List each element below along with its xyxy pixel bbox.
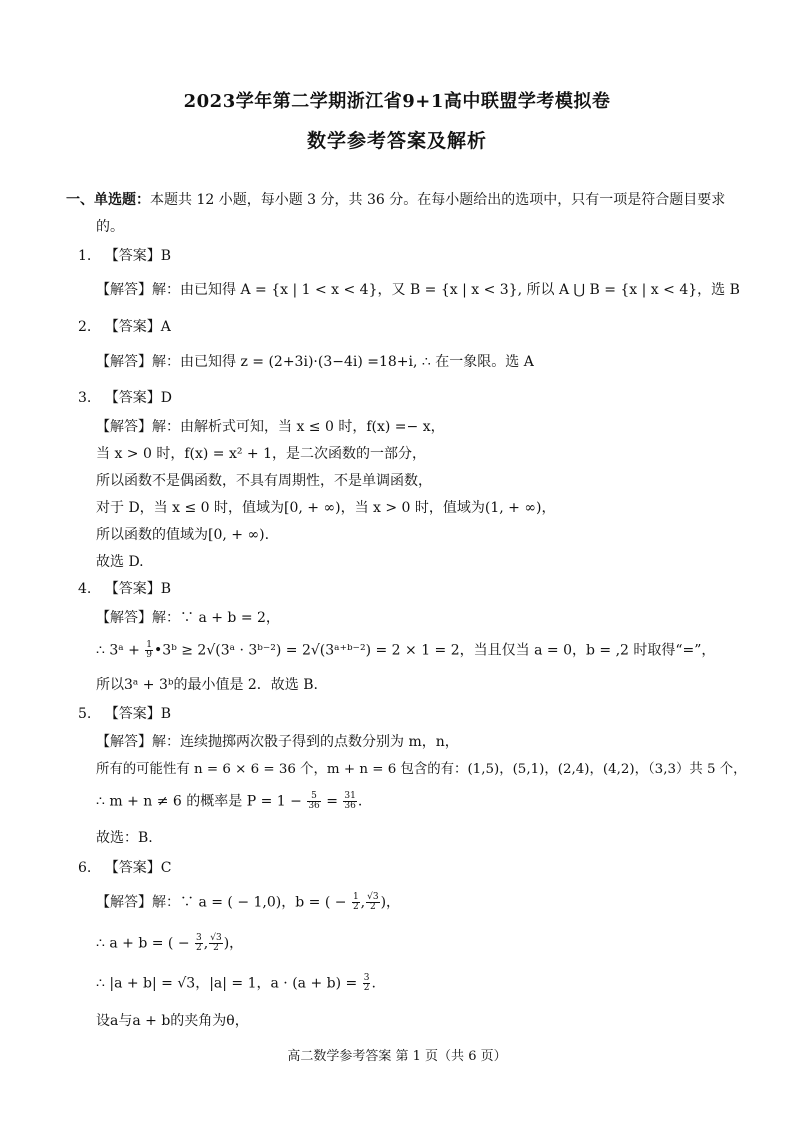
- q1-answer: 【答案】B: [104, 248, 172, 264]
- fraction-numerator: 3: [196, 933, 202, 943]
- q3-answer: 【答案】D: [104, 390, 172, 406]
- q5-answer: 【答案】B: [104, 706, 172, 722]
- fraction: [307, 792, 320, 811]
- q4-answer-row: [78, 580, 171, 598]
- q5-probability-line: [96, 792, 362, 811]
- q3-solution-line: 当 x > 0 时，f(x) = x² + 1，是二次函数的一部分，: [96, 446, 427, 462]
- fraction-denominator: 36: [344, 801, 356, 811]
- fraction-numerator: 3: [363, 973, 370, 983]
- q1-number: 1.: [78, 248, 92, 264]
- q6-formula-part: 【解答】解：∵ a = ( − 1,0)，b = ( −: [96, 894, 351, 911]
- q4-inequality-line: [96, 641, 715, 660]
- q5-solution-line: 【解答】解：连续抛掷两次骰子得到的点数分别为 m，n，: [96, 734, 459, 750]
- page-subtitle: 数学参考答案及解析: [306, 130, 487, 152]
- q6-formula-part: ∴ |a + b| = √3，|a| = 1，a · (a + b) =: [96, 975, 362, 992]
- q5-solution-line: 所有的可能性有 n = 6 × 6 = 36 个，m + n = 6 包含的有：(1,5)，(5,1)，(2,4)，(4,2)，（3,3）共 5 个，: [96, 762, 747, 777]
- q3-solution-line: 所以函数的值域为[0, + ∞).: [96, 527, 270, 543]
- q3-solution-line: 【解答】解：由解析式可知，当 x ≤ 0 时，f(x) =− x，: [96, 419, 445, 435]
- q3-solution-line: 对于 D，当 x ≤ 0 时，值域为[0, + ∞)，当 x > 0 时，值域为(1, + ∞)，: [96, 500, 556, 516]
- q3-answer-row: [78, 389, 172, 407]
- page-footer: 高二数学参考答案 第 1 页（共 6 页）: [287, 1049, 507, 1064]
- q4-number: 4.: [78, 581, 92, 597]
- q6-formula-part: )，: [223, 935, 244, 952]
- q6-vectors-line: [96, 893, 400, 912]
- q6-answer-row: [78, 859, 171, 877]
- q3-conclusion: 故选 D.: [96, 554, 144, 570]
- fraction-denominator: 2: [213, 943, 219, 953]
- q6-formula-part: ,: [360, 894, 366, 911]
- fraction-numerator: 31: [344, 791, 356, 801]
- fraction: [352, 893, 360, 912]
- q5-number: 5.: [78, 706, 92, 722]
- section-heading-row: [66, 191, 725, 209]
- fraction: [195, 934, 203, 953]
- fraction: [363, 974, 371, 993]
- fraction-denominator: 2: [352, 902, 359, 912]
- fraction: [343, 792, 356, 811]
- q5-formula-part: =: [321, 793, 343, 810]
- fraction-denominator: 2: [196, 943, 202, 953]
- fraction-numerator: 5: [307, 792, 320, 802]
- q6-solution-line: 设a与a + b的夹角为θ，: [96, 1013, 249, 1029]
- q6-magnitude-line: [96, 974, 376, 993]
- section-description: 本题共 12 小题，每小题 3 分，共 36 分。在每小题给出的选项中，只有一项是符合题目要求: [150, 192, 726, 208]
- q2-answer-row: [78, 318, 171, 336]
- q1-answer-row: [78, 247, 171, 265]
- q2-solution: 【解答】解：由已知得 z = (2+3i)·(3−4i) =18+i, ∴ 在一象限。选 A: [96, 354, 534, 370]
- q6-formula-part: ∴ a + b = ( −: [96, 935, 195, 952]
- fraction-numerator: 1: [352, 892, 359, 902]
- q4-solution-line: 【解答】解：∵ a + b = 2，: [96, 610, 280, 626]
- page-title: 2023学年第二学期浙江省9+1高中联盟学考模拟卷: [183, 91, 611, 112]
- q6-formula-part: )，: [380, 894, 401, 911]
- q4-answer: 【答案】B: [104, 581, 172, 597]
- q5-formula-part: ∴ m + n ≠ 6 的概率是 P = 1 −: [96, 793, 307, 810]
- fraction: [145, 641, 153, 660]
- fraction-denominator: 2: [369, 902, 376, 912]
- q6-sum-line: [96, 934, 243, 953]
- q5-formula-part: .: [357, 793, 363, 810]
- q5-answer-row: [78, 705, 171, 723]
- q1-solution: 【解答】解：由已知得 A = {x | 1 < x < 4}，又 B = {x | x < 3}, 所以 A ⋃ B = {x | x < 4}，选 B: [96, 282, 740, 298]
- q4-formula-part: ∴ 3ᵃ +: [96, 642, 145, 659]
- fraction-numerator: √3: [210, 933, 222, 943]
- fraction-denominator: 36: [308, 801, 320, 811]
- q4-conclusion: 所以3ᵃ + 3ᵇ的最小值是 2．故选 B.: [96, 677, 318, 693]
- fraction: [366, 893, 379, 912]
- fraction-numerator: √3: [367, 892, 379, 902]
- q6-formula-part: .: [371, 975, 376, 992]
- q6-answer: 【答案】C: [104, 860, 172, 876]
- fraction-denominator: 9: [146, 650, 153, 660]
- fraction-numerator: 1: [146, 640, 153, 650]
- q2-number: 2.: [78, 319, 92, 335]
- q3-solution-line: 所以函数不是偶函数，不具有周期性，不是单调函数，: [96, 473, 432, 489]
- section-description-cont: 的。: [96, 219, 124, 235]
- q6-formula-part: ,: [203, 935, 209, 952]
- fraction-denominator: 2: [363, 983, 370, 993]
- q6-number: 6.: [78, 860, 92, 876]
- fraction: [209, 934, 222, 953]
- q3-number: 3.: [78, 390, 92, 406]
- q4-formula-part: •3ᵇ ≥ 2√(3ᵃ · 3ᵇ⁻²) = 2√(3ᵃ⁺ᵇ⁻²) = 2 × 1 = 2，当且仅当 a = 0，b = ,2 时取得“=”，: [154, 642, 716, 659]
- section-heading: 一、单选题：: [66, 192, 150, 208]
- q5-conclusion: 故选：B.: [96, 830, 153, 846]
- q2-answer: 【答案】A: [104, 319, 171, 335]
